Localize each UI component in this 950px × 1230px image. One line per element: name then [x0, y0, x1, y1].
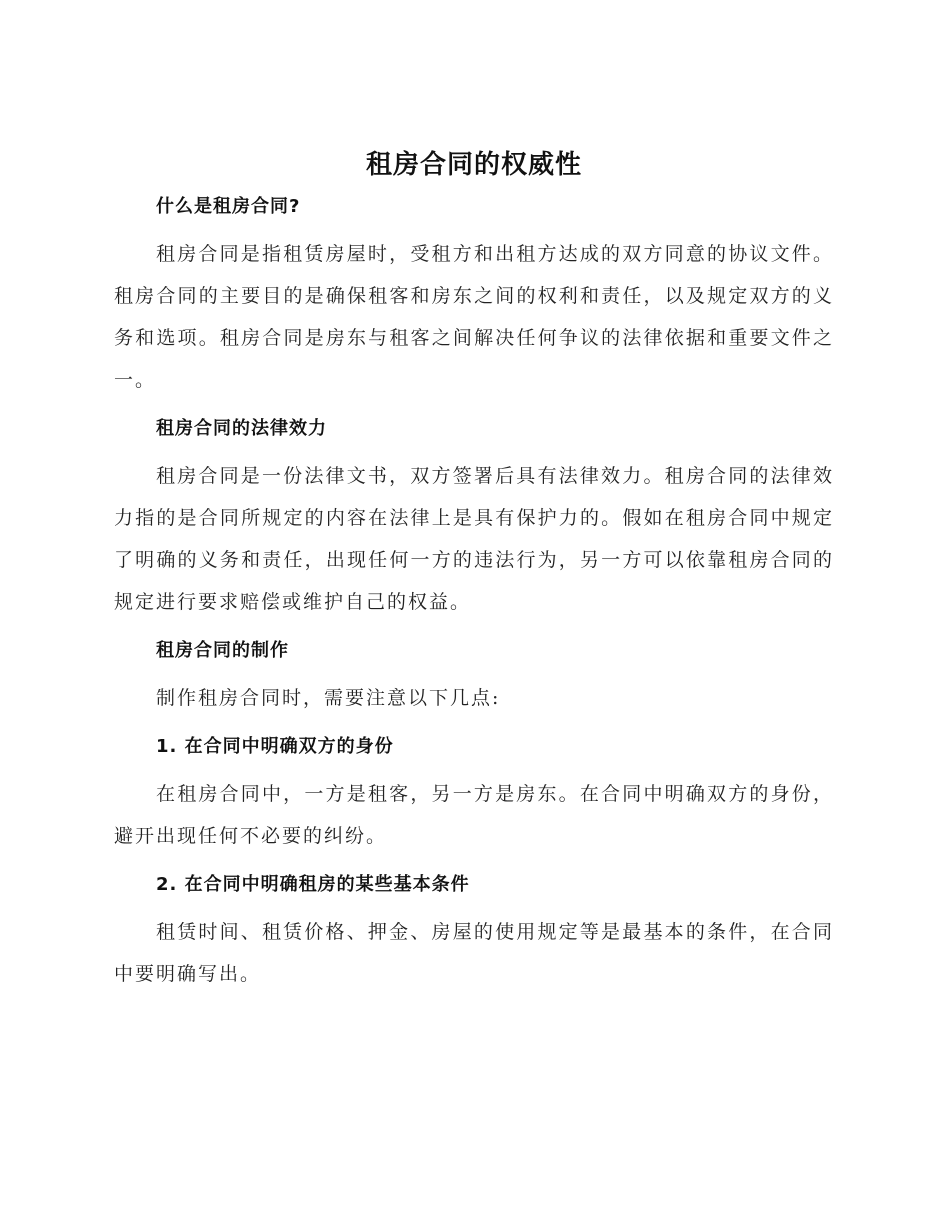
- section-paragraph: 制作租房合同时，需要注意以下几点:: [156, 687, 501, 709]
- section-heading: 什么是租房合同?: [156, 196, 301, 217]
- section-basic-conditions: [114, 871, 834, 995]
- section-heading: 租房合同的制作: [156, 640, 289, 661]
- section-paragraph: 在租房合同中，一方是租客，另一方是房东。在合同中明确双方的身份，避开出现任何不必要的纠纷。: [114, 783, 834, 847]
- section-legal-effect: [114, 415, 834, 637]
- section-heading: 1. 在合同中明确双方的身份: [156, 736, 394, 757]
- section-what-is-lease: [114, 193, 834, 415]
- document-title: 租房合同的权威性: [365, 150, 582, 180]
- section-identity: [114, 733, 834, 871]
- section-heading: 2. 在合同中明确租房的某些基本条件: [156, 874, 470, 895]
- section-paragraph: 租赁时间、租赁价格、押金、房屋的使用规定等是最基本的条件，在合同中要明确写出。: [114, 921, 834, 985]
- section-heading: 租房合同的法律效力: [156, 418, 327, 439]
- document-body: [114, 145, 834, 995]
- section-paragraph: 租房合同是指租赁房屋时，受租方和出租方达成的双方同意的协议文件。租房合同的主要目的是确保租客和房东之间的权利和责任，以及规定双方的义务和选项。租房合同是房东与租客之间解决任何争议的法律依据和重要文件之一。: [114, 243, 834, 391]
- section-paragraph: 租房合同是一份法律文书，双方签署后具有法律效力。租房合同的法律效力指的是合同所规定的内容在法律上是具有保护力的。假如在租房合同中规定了明确的义务和责任，出现任何一方的违法行为，另一方可以依靠租房合同的规定进行要求赔偿或维护自己的权益。: [114, 465, 834, 613]
- section-making-contract: [114, 637, 834, 733]
